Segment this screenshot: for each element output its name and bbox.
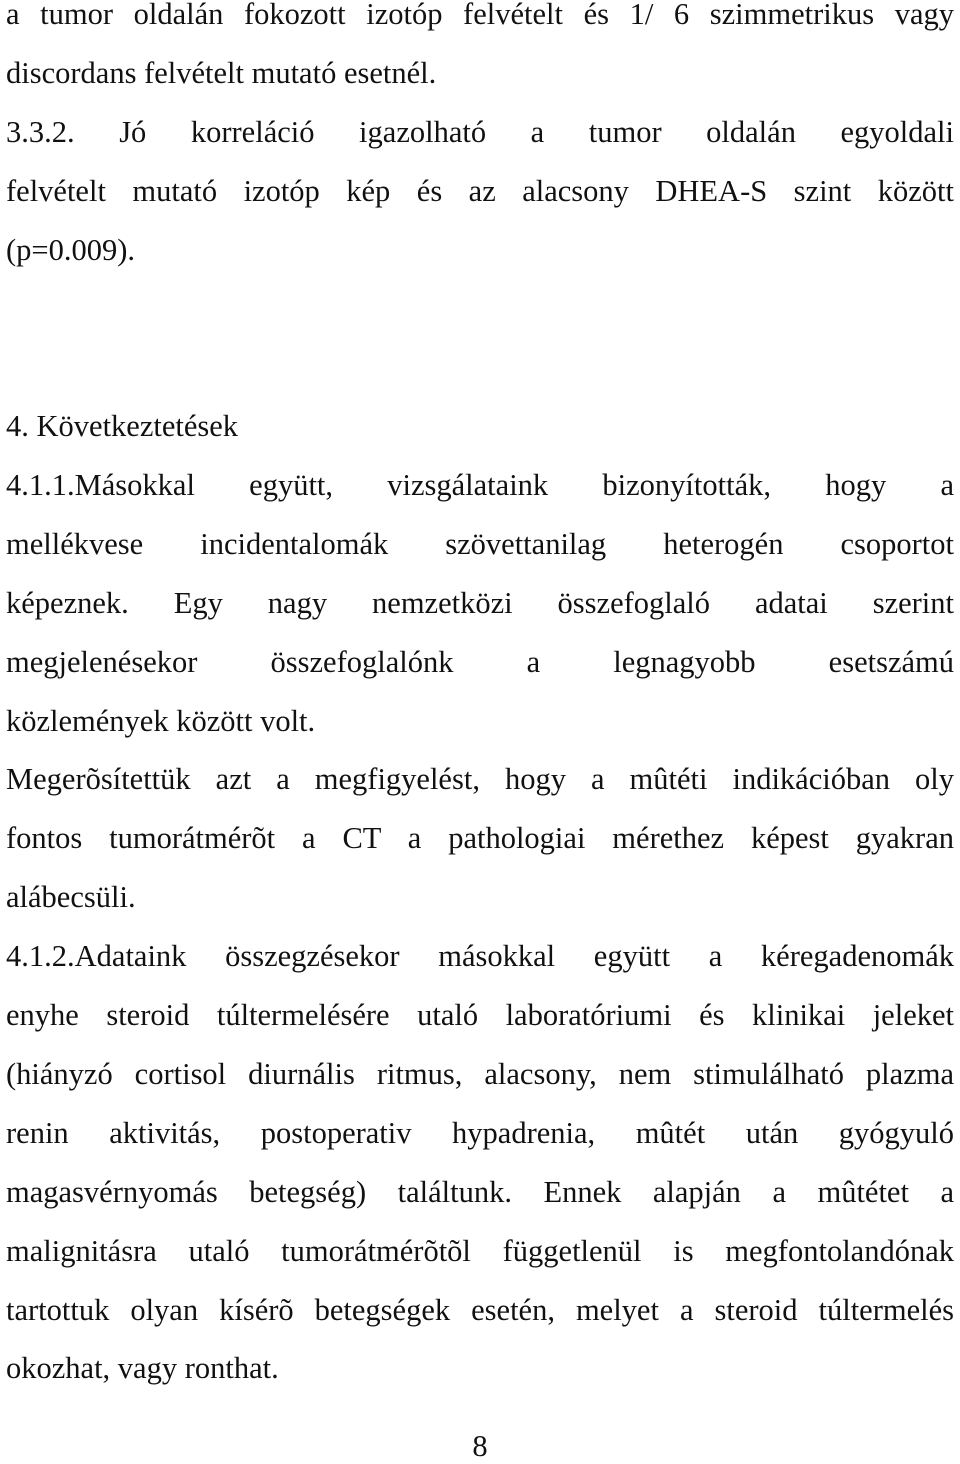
text-line: (hiányzó cortisol diurnális ritmus, alacsony, nem stimulálható plazma bbox=[6, 1057, 954, 1091]
text-line: alábecsüli. bbox=[6, 880, 136, 914]
text-line: okozhat, vagy ronthat. bbox=[6, 1351, 279, 1385]
text-line: a tumor oldalán fokozott izotóp felvételt és 1/ 6 szimmetrikus vagy bbox=[6, 0, 954, 31]
text-line: Megerõsítettük azt a megfigyelést, hogy a mûtéti indikációban oly bbox=[6, 762, 954, 796]
text-line: közlemények között volt. bbox=[6, 704, 316, 738]
text-line: malignitásra utaló tumorátmérõtõl függetlenül is megfontolandónak bbox=[6, 1234, 954, 1268]
section-heading: 4. Következtetések bbox=[6, 409, 239, 443]
text-line: magasvérnyomás betegség) találtunk. Ennek alapján a mûtétet a bbox=[6, 1175, 954, 1209]
text-line: tartottuk olyan kísérõ betegségek esetén, melyet a steroid túltermelés bbox=[6, 1293, 954, 1327]
section-3-3-2-line: 3.3.2. Jó korreláció igazolható a tumor oldalán egyoldali bbox=[6, 115, 954, 149]
text-line: fontos tumorátmérõt a CT a pathologiai mérethez képest gyakran bbox=[6, 821, 954, 855]
text-line: discordans felvételt mutató esetnél. bbox=[6, 56, 437, 90]
text-line: renin aktivitás, postoperativ hypadrenia, mûtét után gyógyuló bbox=[6, 1116, 954, 1150]
text-line: megjelenésekor összefoglalónk a legnagyobb esetszámú bbox=[6, 645, 954, 679]
page-number: 8 bbox=[472, 1429, 488, 1463]
text-line: felvételt mutató izotóp kép és az alacsony DHEA-S szint között bbox=[6, 174, 954, 208]
text-line: (p=0.009). bbox=[6, 233, 136, 267]
section-4-1-2-line: 4.1.2.Adataink összegzésekor másokkal együtt a kéregadenomák bbox=[6, 939, 954, 973]
text-line: mellékvese incidentalomák szövettanilag heterogén csoportot bbox=[6, 527, 954, 561]
section-4-1-1-line: 4.1.1.Másokkal együtt, vizsgálataink bizonyították, hogy a bbox=[6, 468, 954, 502]
text-line: enyhe steroid túltermelésére utaló laboratóriumi és klinikai jeleket bbox=[6, 998, 954, 1032]
text-line: képeznek. Egy nagy nemzetközi összefoglaló adatai szerint bbox=[6, 586, 954, 620]
